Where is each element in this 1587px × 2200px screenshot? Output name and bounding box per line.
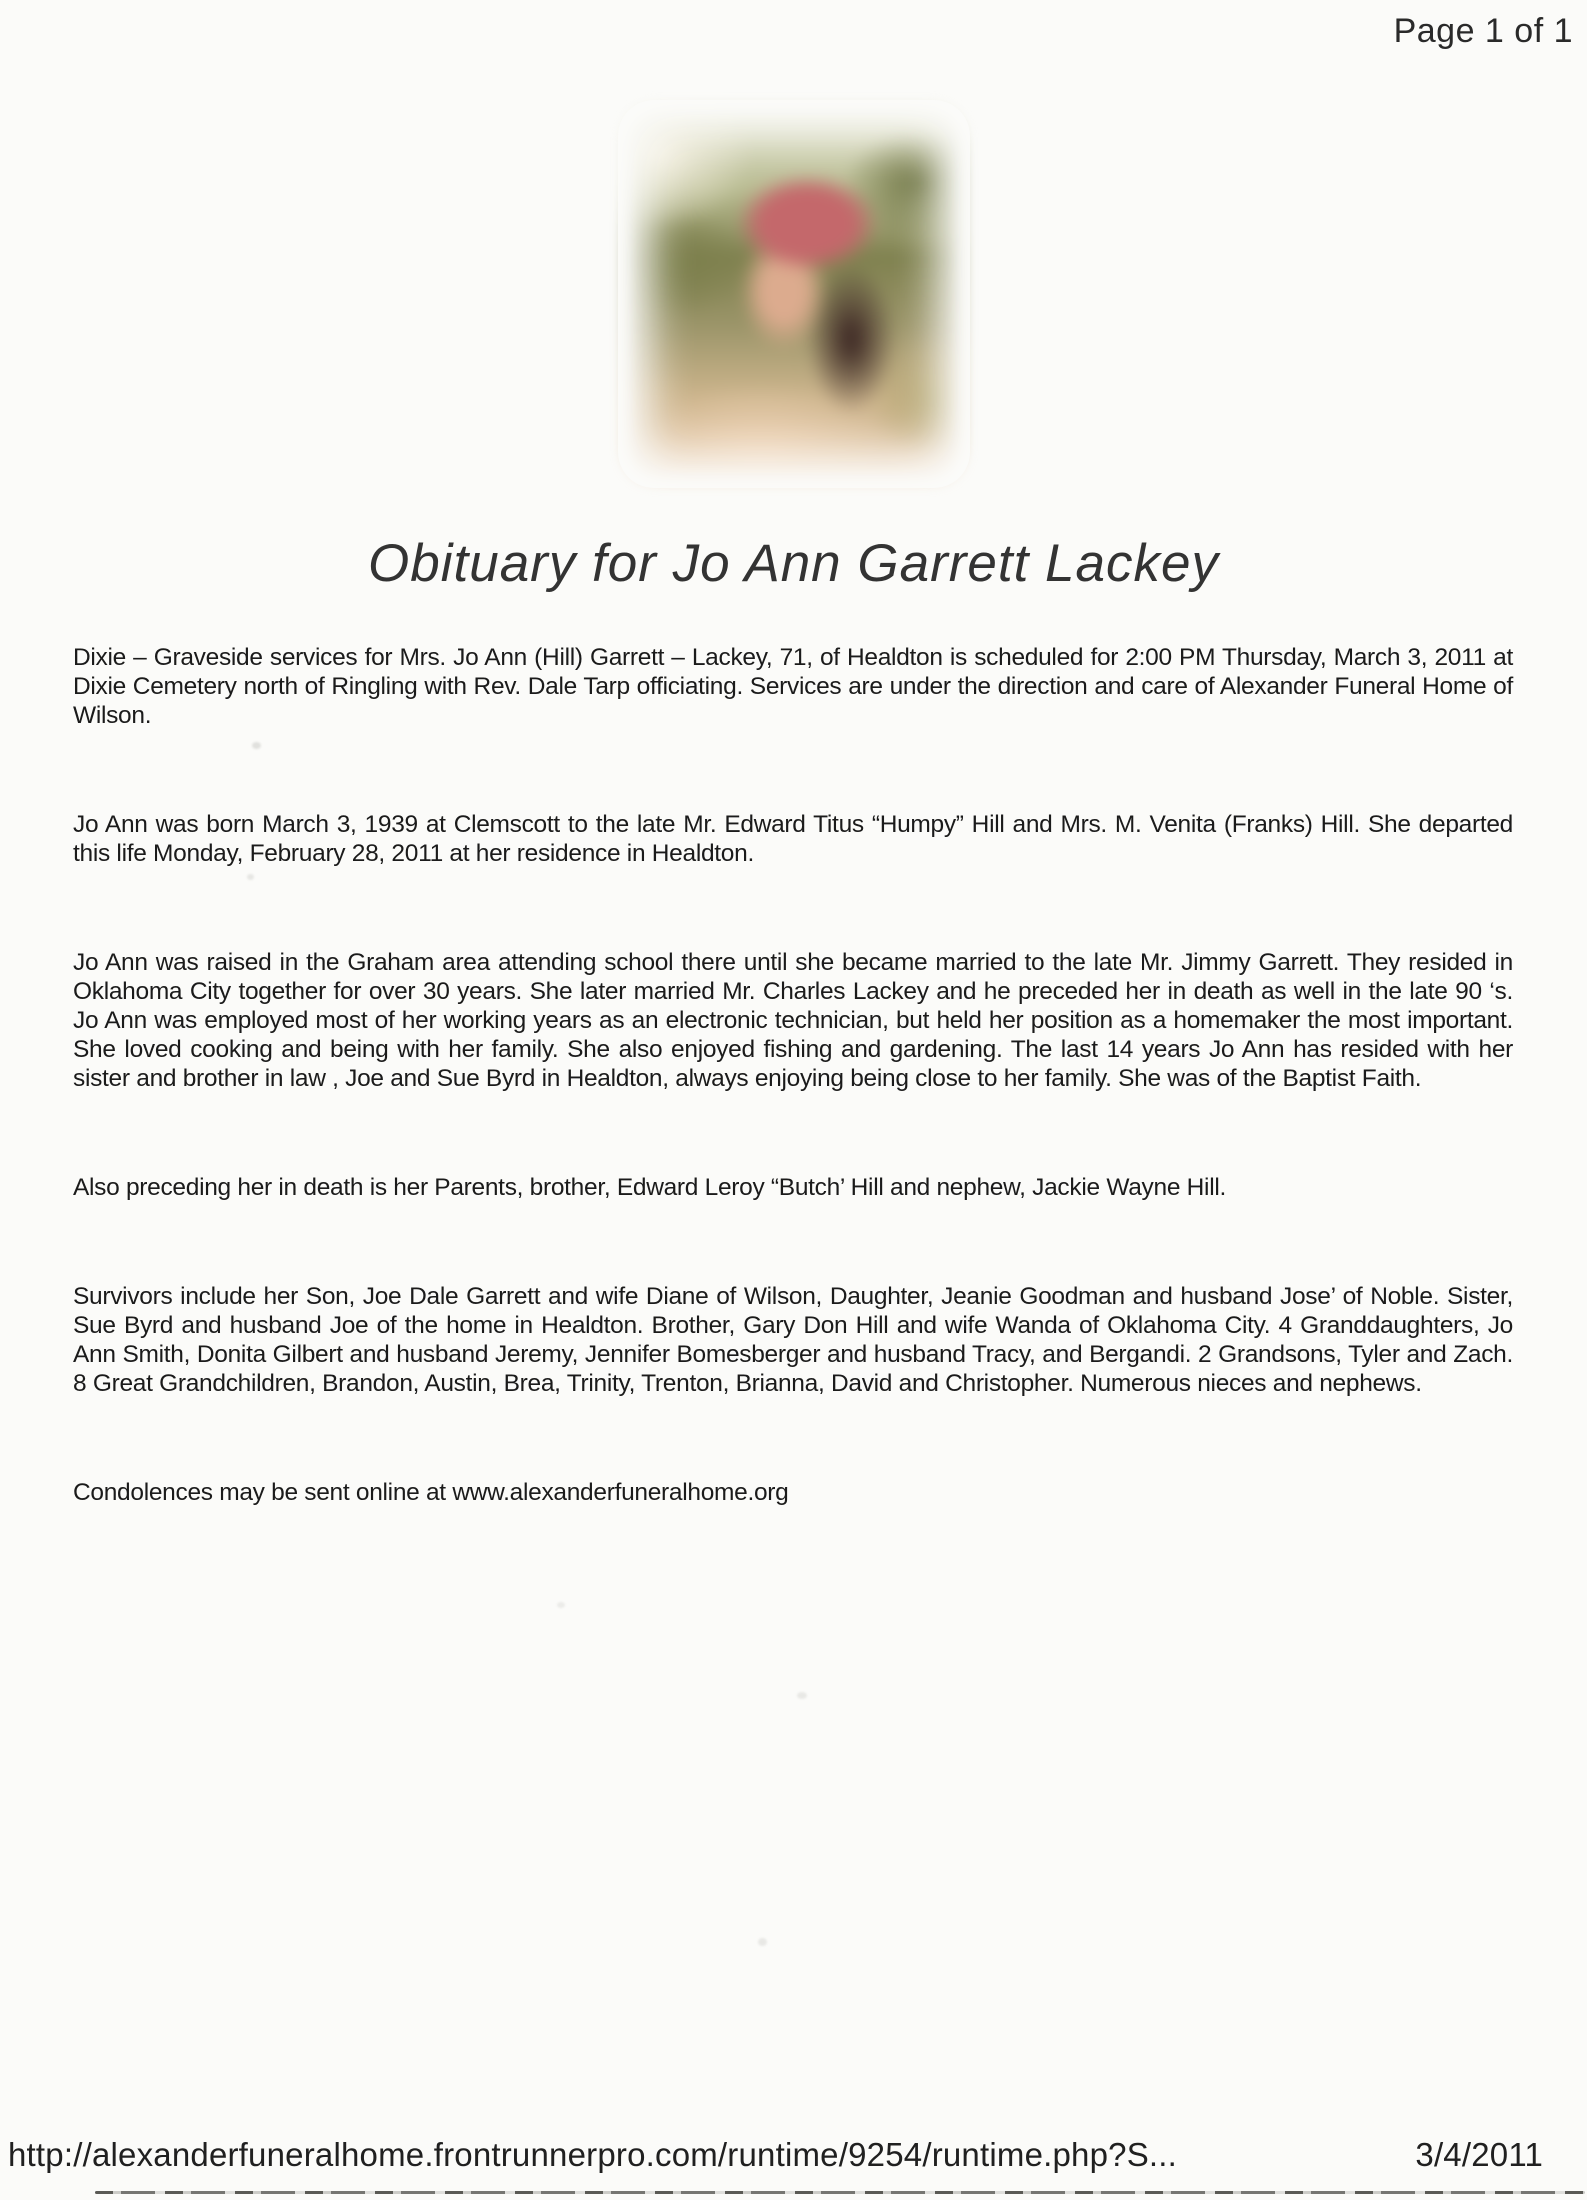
paragraph-condolences: Condolences may be sent online at www.alexanderfuneralhome.org [73, 1479, 789, 1506]
paragraph-preceded-in-death: Also preceding her in death is her Parents, brother, Edward Leroy “Butch’ Hill and nephew, Jackie Wayne Hill. [73, 1174, 1226, 1201]
paragraph-life-story: Jo Ann was raised in the Graham area attending school there until she became married to the late Mr. Jimmy Garrett. They resided in Oklahoma City together for over 30 years. She later married Mr. Charles Lackey and he preceded her in death as well in the late 90 ‘s. Jo Ann was employed most of her working years as an electronic technician, but held her position as a homemaker the most important. She loved cooking and being with her family. She also enjoyed fishing and gardening. The last 14 years Jo Ann has resided with her sister and brother in law , Joe and Sue Byrd in Healdton, always enjoying being close to her family. She was of the Baptist Faith. [73, 949, 1513, 1092]
portrait-photo [626, 108, 962, 480]
footer-date: 3/4/2011 [1415, 2136, 1543, 2173]
scan-speckle [252, 742, 261, 749]
scan-speckle [758, 1938, 767, 1946]
paragraph-birth: Jo Ann was born March 3, 1939 at Clemscott to the late Mr. Edward Titus “Humpy” Hill and Mrs. M. Venita (Franks) Hill. She departed this life Monday, February 28, 2011 at her residence in Healdton. [73, 811, 1513, 867]
scan-speckle [557, 1602, 565, 1608]
footer-url: http://alexanderfuneralhome.frontrunnerpro.com/runtime/9254/runtime.php?S... [8, 2136, 1178, 2173]
paragraph-services: Dixie – Graveside services for Mrs. Jo Ann (Hill) Garrett – Lackey, 71, of Healdton is scheduled for 2:00 PM Thursday, March 3, 2011 at Dixie Cemetery north of Ringling with Rev. Dale Tarp officiating. Services are under the direction and care of Alexander Funeral Home of Wilson. [73, 644, 1513, 729]
page-indicator: Page 1 of 1 [1393, 12, 1573, 50]
scan-speckle [247, 874, 254, 880]
print-footer [8, 2136, 1543, 2174]
paragraph-survivors: Survivors include her Son, Joe Dale Garrett and wife Diane of Wilson, Daughter, Jeanie Goodman and husband Jose’ of Noble. Sister, Sue Byrd and husband Joe of the home in Healdton. Brother, Gary Don Hill and wife Wanda of Oklahoma City. 4 Granddaughters, Jo Ann Smith, Donita Gilbert and husband Jeremy, Jennifer Bomesberger and husband Tracy, and Bergandi. 2 Grandsons, Tyler and Zach. 8 Great Grandchildren, Brandon, Austin, Brea, Trinity, Trenton, Brianna, David and Christopher. Numerous nieces and nephews. [73, 1283, 1513, 1397]
portrait-photo-image [626, 108, 962, 480]
scan-speckle [797, 1692, 807, 1699]
scanner-artifact-line [95, 2191, 1585, 2194]
page-title: Obituary for Jo Ann Garrett Lackey [368, 534, 1219, 593]
